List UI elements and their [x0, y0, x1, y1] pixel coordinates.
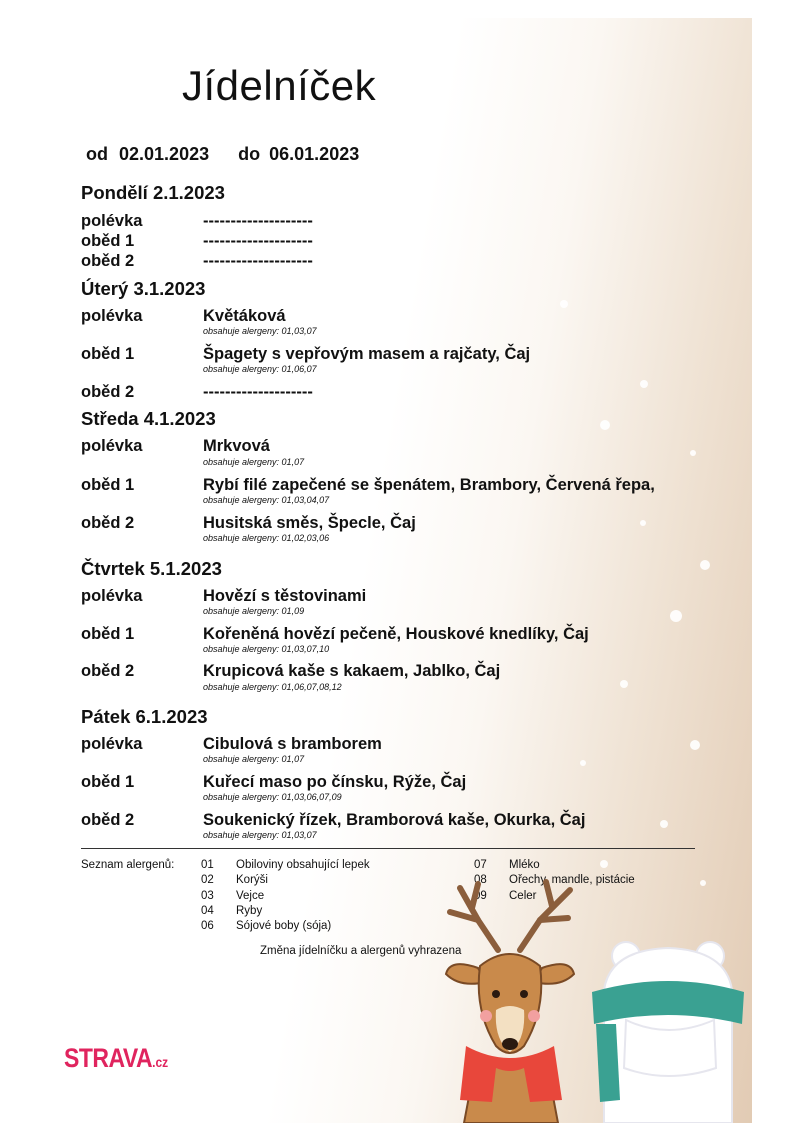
- winter-animals-illustration: [420, 870, 752, 1123]
- meal-name: Květáková: [203, 307, 286, 325]
- meal-name: Cibulová s bramborem: [203, 735, 382, 753]
- date-range: [86, 144, 359, 165]
- meal-allergens: obsahuje alergeny: 01,03,07,10: [203, 644, 330, 654]
- meal-label: oběd 2: [81, 662, 135, 680]
- day-heading: Středa 4.1.2023: [81, 408, 216, 429]
- day-heading: Čtvrtek 5.1.2023: [81, 558, 222, 579]
- meal-name: --------------------: [203, 252, 313, 270]
- meal-name: Kuřecí maso po čínsku, Rýže, Čaj: [203, 773, 467, 791]
- meal-label: oběd 1: [81, 345, 135, 363]
- allergen-code: 08: [474, 874, 487, 886]
- meal-label: oběd 1: [81, 773, 135, 791]
- meal-name: Rybí filé zapečené se špenátem, Brambory, Červená řepa,: [203, 476, 655, 494]
- meal-allergens: obsahuje alergeny: 01,03,07: [203, 830, 317, 840]
- meal-allergens: obsahuje alergeny: 01,02,03,06: [203, 533, 330, 543]
- meal-name: Špagety s vepřovým masem a rajčaty, Čaj: [203, 345, 531, 363]
- snowflake: [670, 610, 682, 622]
- meal-name: Mrkvová: [203, 437, 270, 455]
- polar-bear-icon: [592, 942, 744, 1123]
- snowflake: [620, 680, 628, 688]
- allergen-name: Korýši: [236, 874, 268, 886]
- snowflake: [640, 380, 648, 388]
- snowflake: [600, 420, 610, 430]
- allergen-code: 09: [474, 890, 487, 902]
- allergen-name: Sójové boby (sója): [236, 920, 332, 932]
- strava-logo: [64, 1043, 168, 1074]
- meal-label: oběd 1: [81, 232, 135, 250]
- divider: [81, 848, 695, 849]
- allergen-code: 02: [201, 874, 214, 886]
- snowflake: [560, 300, 568, 308]
- meal-allergens: obsahuje alergeny: 01,03,04,07: [203, 495, 330, 505]
- meal-label: oběd 1: [81, 476, 135, 494]
- snowflake: [580, 760, 586, 766]
- meal-name: Husitská směs, Špecle, Čaj: [203, 514, 416, 532]
- meal-label: oběd 1: [81, 625, 135, 643]
- allergen-name: Vejce: [236, 890, 265, 902]
- day-heading: Úterý 3.1.2023: [81, 278, 206, 299]
- meal-label: oběd 2: [81, 811, 135, 829]
- meal-allergens: obsahuje alergeny: 01,03,06,07,09: [203, 792, 342, 802]
- reindeer-icon: [446, 882, 574, 1123]
- meal-name: --------------------: [203, 212, 313, 230]
- meal-allergens: obsahuje alergeny: 01,06,07: [203, 364, 317, 374]
- meal-allergens: obsahuje alergeny: 01,06,07,08,12: [203, 682, 342, 692]
- meal-label: oběd 2: [81, 252, 135, 270]
- snowflake: [600, 860, 608, 868]
- snowflake: [700, 560, 710, 570]
- logo-main: STRAVA: [64, 1042, 153, 1073]
- snowflake: [640, 520, 646, 526]
- meal-label: oběd 2: [81, 383, 135, 401]
- allergen-name: Celer: [509, 890, 537, 902]
- allergen-name: Obiloviny obsahující lepek: [236, 859, 370, 871]
- meal-label: oběd 2: [81, 514, 135, 532]
- meal-name: Hovězí s těstovinami: [203, 587, 367, 605]
- page-title: Jídelníček: [182, 62, 377, 109]
- allergen-code: 07: [474, 859, 487, 871]
- allergen-legend-label: Seznam alergenů:: [81, 859, 175, 871]
- date-from-label: od: [86, 144, 108, 164]
- allergen-name: Ryby: [236, 905, 263, 917]
- allergen-code: 04: [201, 905, 214, 917]
- meal-allergens: obsahuje alergeny: 01,03,07: [203, 326, 317, 336]
- allergen-code: 06: [201, 920, 214, 932]
- meal-name: Kořeněná hovězí pečeně, Houskové knedlíky, Čaj: [203, 625, 589, 643]
- day-heading: Pondělí 2.1.2023: [81, 182, 225, 203]
- meal-label: polévka: [81, 735, 143, 753]
- meal-allergens: obsahuje alergeny: 01,07: [203, 754, 305, 764]
- allergen-code: 01: [201, 859, 214, 871]
- date-from: 02.01.2023: [119, 144, 210, 164]
- meal-name: Krupicová kaše s kakaem, Jablko, Čaj: [203, 662, 501, 680]
- meal-allergens: obsahuje alergeny: 01,07: [203, 457, 305, 467]
- meal-label: polévka: [81, 212, 143, 230]
- meal-name: --------------------: [203, 232, 313, 250]
- logo-suffix: .cz: [152, 1054, 169, 1071]
- allergen-code: 03: [201, 890, 214, 902]
- snowflake: [690, 450, 696, 456]
- snowflake: [660, 820, 668, 828]
- day-heading: Pátek 6.1.2023: [81, 706, 208, 727]
- snowflake: [690, 740, 700, 750]
- date-to: 06.01.2023: [269, 144, 360, 164]
- meal-label: polévka: [81, 307, 143, 325]
- meal-allergens: obsahuje alergeny: 01,09: [203, 606, 305, 616]
- footnote: Změna jídelníčku a alergenů vyhrazena: [260, 945, 462, 957]
- meal-label: polévka: [81, 437, 143, 455]
- allergen-name: Mléko: [509, 859, 540, 871]
- meal-name: --------------------: [203, 383, 313, 401]
- meal-name: Soukenický řízek, Bramborová kaše, Okurka, Čaj: [203, 811, 586, 829]
- date-to-label: do: [238, 144, 261, 164]
- meal-label: polévka: [81, 587, 143, 605]
- allergen-name: Ořechy, mandle, pistácie: [509, 874, 635, 886]
